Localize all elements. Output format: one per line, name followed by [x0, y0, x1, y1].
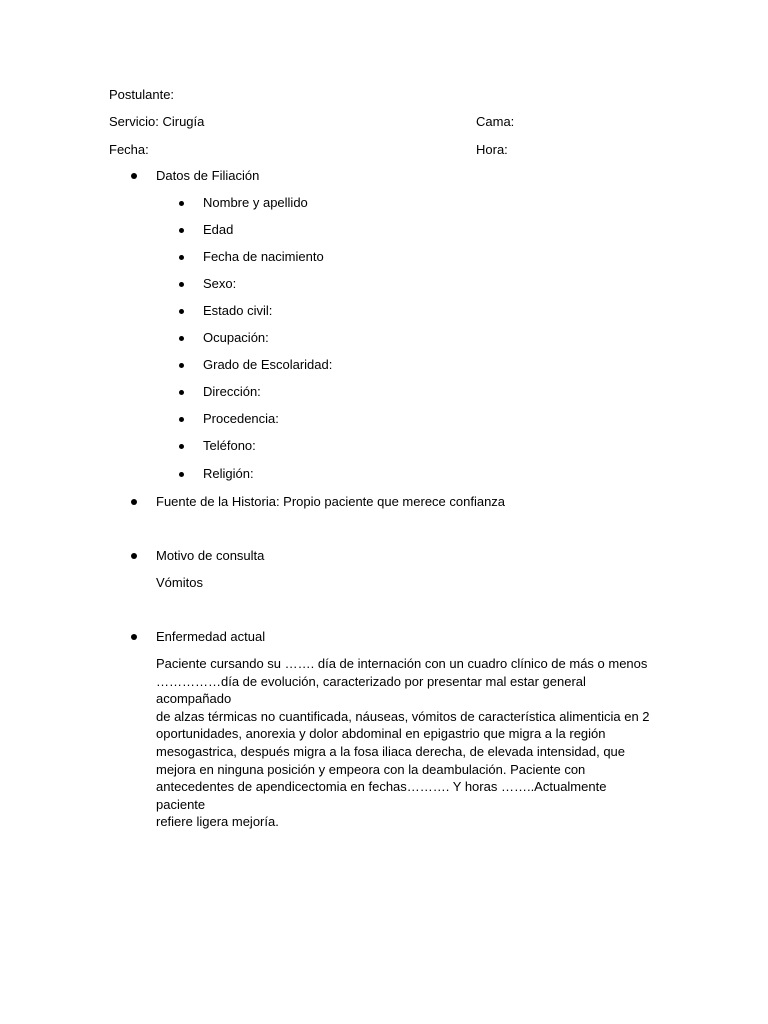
motivo-text: Vómitos [156, 575, 203, 590]
cama-label: Cama: [476, 114, 515, 129]
servicio-label: Servicio: Cirugía [109, 114, 205, 129]
paragraph-line: Paciente cursando su ……. día de internación con un cuadro clínico de más o menos [156, 656, 648, 671]
motivo-title: Motivo de consulta [156, 548, 265, 563]
paragraph-line: mejora en ninguna posición y empeora con la deambulación. Paciente con [156, 761, 586, 777]
list-item: Procedencia: [203, 411, 279, 426]
paragraph-line: antecedentes de apendicectomia en fechas………. Y horas ……..Actualmente paciente [156, 779, 607, 812]
list-item: Religión: [203, 466, 254, 481]
postulante-label: Postulante: [109, 87, 175, 102]
list-item: Teléfono: [203, 438, 256, 453]
paragraph-line: de alzas térmicas no cuantificada, náuseas, vómitos de característica alimenticia en 2 [156, 708, 650, 724]
list-item: Edad [203, 222, 234, 237]
list-item: Ocupación: [203, 330, 269, 345]
hora-label: Hora: [476, 142, 508, 157]
paragraph-line: refiere ligera mejoría. [156, 814, 279, 830]
list-item: Grado de Escolaridad: [203, 357, 333, 372]
paragraph-line: mesogastrica, después migra a la fosa iliaca derecha, de elevada intensidad, que [156, 743, 626, 759]
fecha-label: Fecha: [109, 142, 149, 157]
enfermedad-paragraph [156, 655, 656, 831]
list-item: Dirección: [203, 384, 261, 399]
filiacion-title: Datos de Filiación [156, 168, 260, 183]
list-item: Sexo: [203, 276, 237, 291]
paragraph-line: ……………día de evolución, caracterizado por presentar mal estar general acompañado [156, 673, 586, 707]
list-item: Nombre y apellido [203, 195, 308, 210]
list-item: Fecha de nacimiento [203, 249, 324, 264]
enfermedad-title: Enfermedad actual [156, 629, 266, 644]
list-item: Estado civil: [203, 303, 273, 318]
fuente-text: Fuente de la Historia: Propio paciente que merece confianza [156, 494, 506, 509]
paragraph-line: oportunidades, anorexia y dolor abdominal en epigastrio que migra a la región [156, 726, 606, 742]
